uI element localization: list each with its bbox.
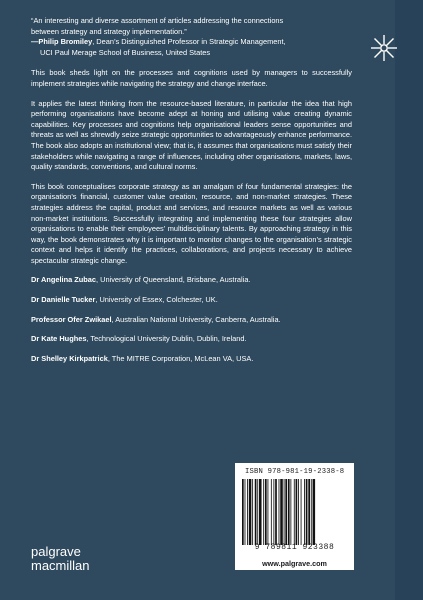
palgrave-star-icon [369,33,399,63]
publisher-url: www.palgrave.com [235,558,354,570]
author-affiliation: , Australian National University, Canberra, Australia. [111,314,281,324]
author-entry [31,295,352,306]
endorser-name: —Philip Bromiley [31,37,93,47]
cover-text [31,16,352,373]
author-entry [31,334,352,345]
barcode-digits: 9 789811 923388 [254,543,335,552]
author-name: Dr Danielle Tucker [31,295,96,305]
author-name: Dr Kate Hughes [31,334,87,344]
author-affiliation: , University of Essex, Colchester, UK. [95,295,218,305]
isbn-barcode [235,463,354,559]
barcode-bars [241,479,348,545]
author-affiliation: , University of Queensland, Brisbane, Australia. [96,275,251,285]
description-paragraph: This book conceptualises corporate strategy as an amalgam of four fundamental strategies: the organisation’s financial, customer value creation, resource, and non-market strategies. These strategies address the capital, product and services, and resource markets as well as various non-market institutions. Successfully integrating and implementing these four strategies allow organisations to enable their employees’ multidisciplinary talents. By approaching strategy in this way, the book demonstrates why it is important to monitor changes to the organisation’s strategic context and helps it identify the practices, collaborations, and projects necessary to achieve spectacular strategic change. [31,181,352,265]
publisher-name-line1: palgrave [31,544,81,559]
publisher-logo [31,545,90,573]
author-entry [31,315,352,326]
author-entry [31,275,352,286]
author-name: Professor Ofer Zwikael [31,314,112,324]
author-affiliation: , The MITRE Corporation, McLean VA, USA. [107,353,254,363]
quote-line: between strategy and strategy implementation.” [31,26,187,36]
endorser-title: , Dean’s Distinguished Professor in Strategic Management, [92,37,286,47]
description-paragraph: It applies the latest thinking from the resource-based literature, in particular the idea that high performing organisations have become adept at honing and utilising value creating dynamic capabilities. Key processes and cognitions help organisational leaders sense opportunities and threats as well as shrewdly seize strategic opportunities to advantageously enhance performance. The book also adopts an institutional view; that is, it assumes that organisations must satisfy their stakeholders while navigating a range of influences, including other organisations, markets, laws, quality standards, conventions, and cultural norms. [31,98,352,172]
quote-line: “An interesting and diverse assortment of articles addressing the connections [31,16,284,25]
quote-attribution [31,37,352,48]
author-entry [31,354,352,365]
author-name: Dr Angelina Zubac [31,275,97,285]
spine-stripe [395,0,423,600]
description-paragraph: This book sheds light on the processes and cognitions used by managers to successfully implement strategies while navigating the strategy and change interface. [31,68,352,88]
endorser-affiliation: UCI Paul Merage School of Business, United States [40,47,211,57]
author-list [31,275,352,364]
publisher-name-line2: macmillan [31,558,90,573]
endorsement-quote [31,16,352,58]
author-name: Dr Shelley Kirkpatrick [31,353,108,363]
author-affiliation: , Technological University Dublin, Dublin, Ireland. [86,334,247,344]
isbn-number: ISBN 978-981-19-2338-8 [245,468,345,476]
